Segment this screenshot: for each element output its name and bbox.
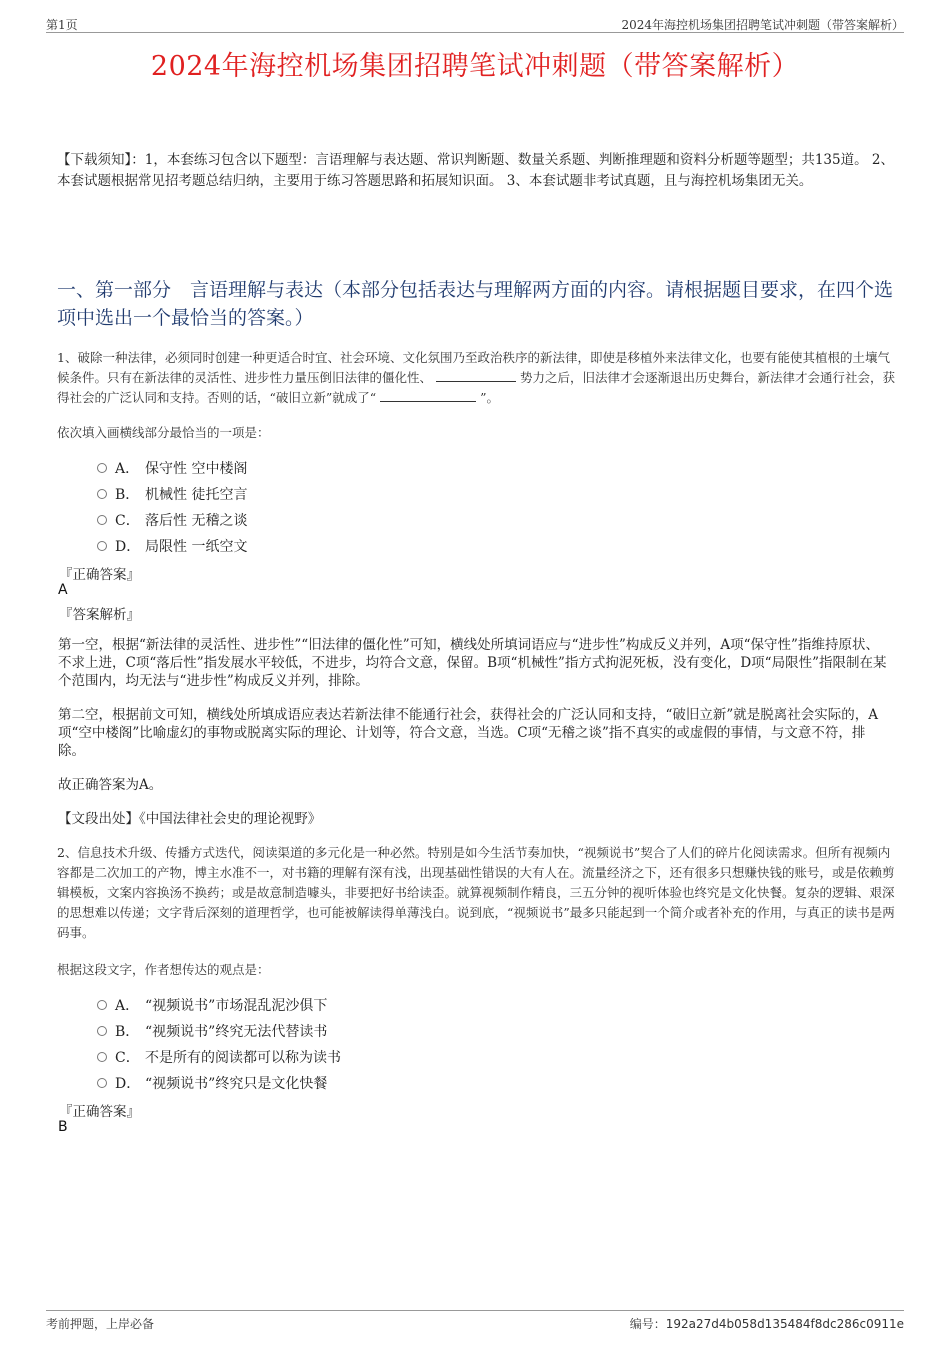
analysis-label: 『答案解析』 — [59, 607, 140, 623]
analysis-conclusion: 故正确答案为A。 — [58, 777, 163, 793]
document-title: 2024年海控机场集团招聘笔试冲刺题（带答案解析） — [150, 51, 800, 82]
answer-value: A — [58, 582, 68, 598]
radio-icon[interactable] — [97, 541, 107, 551]
footer-slogan: 考前押题，上岸必备 — [46, 1317, 155, 1331]
question-1-option-d[interactable]: D． 局限性 一纸空文 — [97, 536, 247, 556]
radio-icon[interactable] — [97, 1078, 107, 1088]
radio-icon[interactable] — [97, 463, 107, 473]
radio-icon[interactable] — [97, 515, 107, 525]
answer-label: 『正确答案』 — [59, 1104, 140, 1120]
question-1-option-b[interactable]: B． 机械性 徒托空言 — [97, 484, 247, 504]
page-number: 第1页 — [46, 18, 78, 32]
radio-icon[interactable] — [97, 489, 107, 499]
download-notice: 【下载须知】：1，本套练习包含以下题型：言语理解与表达题、常识判断题、数量关系题、判断推理题和资料分析题等题型；共135道。 2、本套试题根据常见招考题总结归纳，主要用于练习答题思路和拓展知识面。 3、本套试题非考试真题，且与海控机场集团无关。 — [57, 152, 894, 189]
answer-label: 『正确答案』 — [59, 567, 140, 583]
fill-blank-2 — [380, 389, 476, 402]
question-1-option-c[interactable]: C． 落后性 无稽之谈 — [97, 510, 247, 530]
analysis-paragraph-1: 第一空，根据“新法律的灵活性、进步性”“旧法律的僵化性”可知，横线处所填词语应与“进步性”构成反义并列，A项“保守性”指维持原状、不求上进，C项“落后性”指发展水平较低，不进步，均符合文意，保留。B项“机械性”指方式拘泥死板，没有变化，D项“局限性”指限制在某个范围内，均无法与“进步性”构成反义并列，排除。 — [58, 637, 887, 689]
question-1-option-a[interactable]: A． 保守性 空中楼阁 — [97, 458, 247, 478]
page-footer — [46, 1310, 904, 1329]
question-2-stem: 2、信息技术升级、传播方式迭代，阅读渠道的多元化是一种必然。特别是如今生活节奏加快，“视频说书”契合了人们的碎片化阅读需求。但所有视频内容都是二次加工的产物，博主水准不一，对书籍的理解有深有浅，出现基础性错误的大有人在。流量经济之下，还有很多只想赚快钱的账号，或是依赖剪辑模板，文案内容换汤不换药；或是故意制造噱头，非要把好书给读歪。就算视频制作精良，三五分钟的视听体验也终究是文化快餐。复杂的逻辑、艰深的思想难以传递；文字背后深刻的道理哲学，也可能被解读得单薄浅白。说到底，“视频说书”最多只能起到一个简介或者补充的作用，与真正的读书是两码事。 — [57, 845, 895, 940]
text-source: 【文段出处】《中国法律社会史的理论视野》 — [58, 811, 322, 827]
question-2-prompt: 根据这段文字，作者想传达的观点是： — [57, 962, 270, 977]
radio-icon[interactable] — [97, 1026, 107, 1036]
question-2-option-d[interactable]: D． “视频说书”终究只是文化快餐 — [97, 1073, 327, 1093]
question-2-option-b[interactable]: B． “视频说书”终究无法代替读书 — [97, 1021, 327, 1041]
section-heading: 一、第一部分 言语理解与表达（本部分包括表达与理解两方面的内容。请根据题目要求，在四个选项中选出一个最恰当的答案。） — [57, 279, 894, 329]
fill-blank-1 — [436, 369, 516, 382]
question-1-stem — [57, 348, 897, 408]
header-doc-title: 2024年海控机场集团招聘笔试冲刺题（带答案解析） — [621, 18, 904, 32]
footer-code-value: 192a27d4b058d135484f8dc286c0911e — [665, 1317, 904, 1331]
radio-icon[interactable] — [97, 1000, 107, 1010]
footer-code-label: 编号： — [629, 1317, 666, 1331]
radio-icon[interactable] — [97, 1052, 107, 1062]
analysis-paragraph-2: 第二空，根据前文可知，横线处所填成语应表达若新法律不能通行社会，获得社会的广泛认同和支持，“破旧立新”就是脱离社会实际的，A项“空中楼阁”比喻虚幻的事物或脱离实际的理论、计划等，符合文意，当选。C项“无稽之谈”指不真实的或虚假的事情，与文意不符，排除。 — [58, 707, 879, 759]
page-header — [46, 14, 904, 33]
question-1-stem-part-a: 1、破除一种法律，必须同时创建一种更适合时宜、社会环境、文化氛围乃至政治秩序的新法律，即使是移植外来法律文化，也要有能使其植根的土壤气候条件。只有在新法律的灵活性、进步性力量压倒旧法律的僵化性、 — [57, 350, 890, 385]
question-1-prompt: 依次填入画横线部分最恰当的一项是： — [57, 425, 270, 440]
answer-value: B — [58, 1119, 68, 1135]
question-1-stem-part-b: 势力之后，旧法律才会逐渐退出历史舞台，新法律才会通行社会，获得社会的广泛认同和支持。否则的话，“破旧立新”就成了“ — [57, 370, 895, 405]
question-2-option-c[interactable]: C． 不是所有的阅读都可以称为读书 — [97, 1047, 341, 1067]
question-1-stem-part-c: ”。 — [480, 390, 500, 405]
question-2-option-a[interactable]: A． “视频说书”市场混乱泥沙俱下 — [97, 995, 327, 1015]
footer-code — [630, 1315, 904, 1332]
